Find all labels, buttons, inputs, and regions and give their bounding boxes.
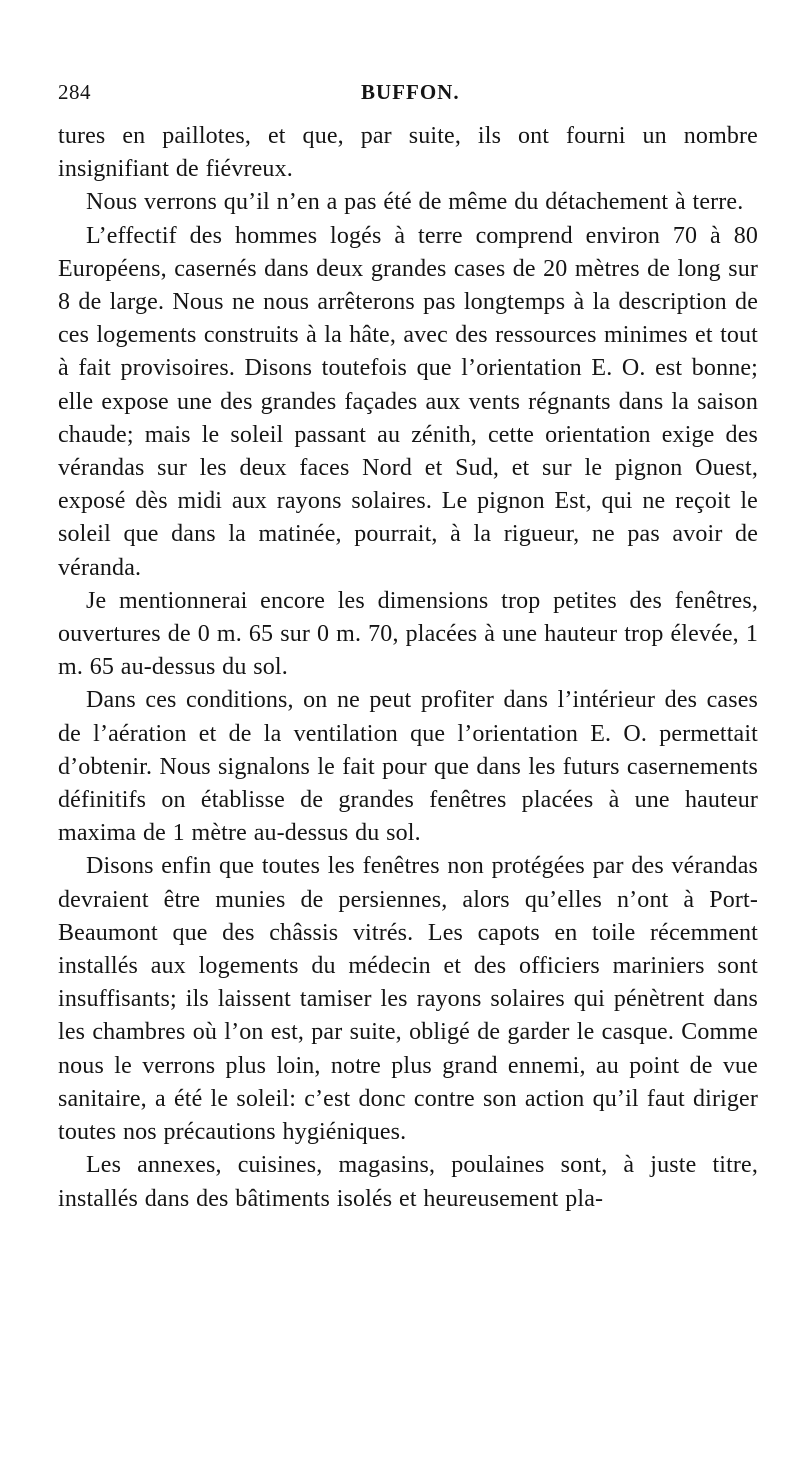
paragraph-shutters: Disons enfin que toutes les fenêtres non protégées par des vérandas devraient être munies de persiennes, alors qu’elles n’ont à Port-Beaumont que des châssis vitrés. Les capots en toile récemment installés aux logements du médecin et des officiers mariniers sont insuffisants; ils laissent tamiser les rayons solaires qui pénètrent dans les chambres où l’on est, par suite, obligé de garder le casque. Comme nous le verrons plus loin, notre plus grand ennemi, au point de vue sanitaire, a été le soleil: c’est donc contre son action qu’il faut diriger toutes nos précautions hygiéniques.: [58, 853, 758, 1146]
body-text: [58, 120, 758, 1216]
running-title: BUFFON.: [361, 80, 460, 104]
book-page: [58, 72, 758, 1216]
paragraph-continued: tures en paillotes, et que, par suite, ils ont fourni un nombre insignifiant de fiévreux.: [58, 123, 758, 183]
page-number: 284: [58, 80, 91, 104]
running-head: [58, 72, 758, 112]
paragraph-ventilation: Dans ces conditions, on ne peut profiter dans l’intérieur des cases de l’aération et de la ventilation que l’orientation E. O. permettait d’obtenir. Nous signalons le fait pour que dans les futurs casernements définitifs on établisse de grandes fenêtres placées à une hauteur maxima de 1 mètre au-dessus du sol.: [58, 687, 758, 847]
paragraph-windows: Je mentionnerai encore les dimensions trop petites des fenêtres, ouvertures de 0 m. 65 sur 0 m. 70, placées à une hauteur trop élevée, 1 m. 65 au-dessus du sol.: [58, 587, 758, 681]
paragraph-effectif: L’effectif des hommes logés à terre comprend environ 70 à 80 Européens, casernés dans deux grandes cases de 20 mètres de long sur 8 de large. Nous ne nous arrêterons pas longtemps à la description de ces logements construits à la hâte, avec des ressources minimes et tout à fait provisoires. Disons toutefois que l’orientation E. O. est bonne; elle expose une des grandes façades aux vents régnants dans la saison chaude; mais le soleil passant au zénith, cette orientation exige des vérandas sur les deux faces Nord et Sud, et sur le pignon Ouest, exposé dès midi aux rayons solaires. Le pignon Est, qui ne reçoit le soleil que dans la matinée, pourrait, à la rigueur, ne pas avoir de véranda.: [58, 222, 758, 581]
paragraph-detachment: Nous verrons qu’il n’en a pas été de même du détachement à terre.: [86, 189, 744, 216]
paragraph-annexes: Les annexes, cuisines, magasins, poulaines sont, à juste titre, installés dans des bâtiments isolés et heureusement pla-: [58, 1152, 758, 1212]
